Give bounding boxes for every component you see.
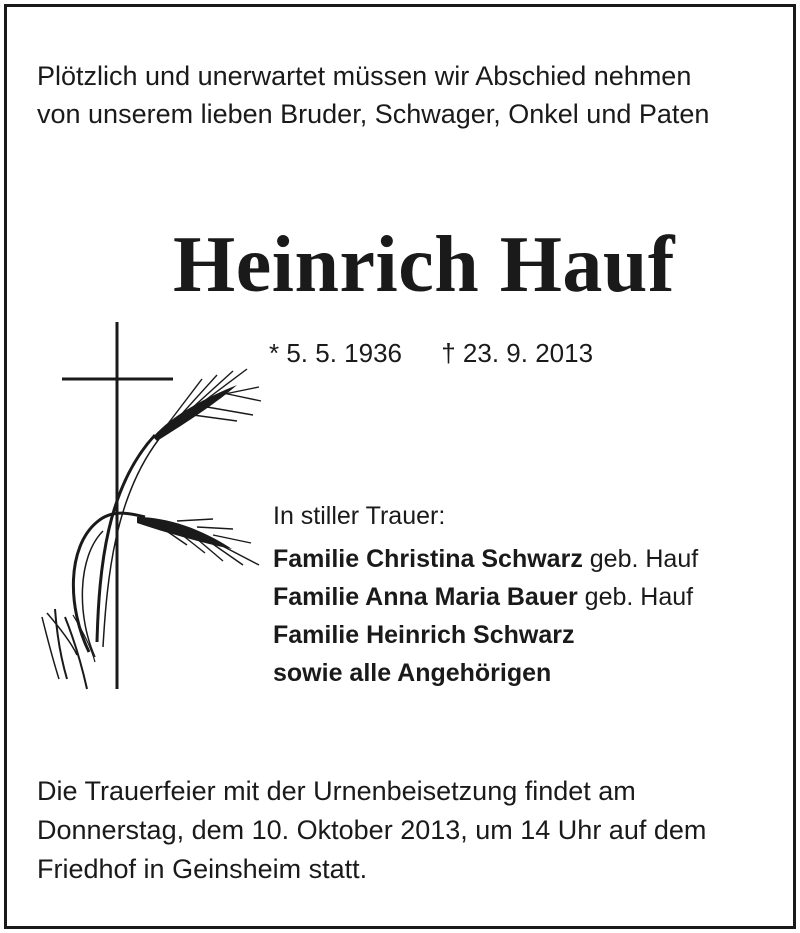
obituary-frame xyxy=(4,4,796,929)
mourning-heading: In stiller Trauer: xyxy=(273,502,446,530)
family-line xyxy=(273,616,698,654)
death-date: † 23. 9. 2013 xyxy=(441,338,594,368)
family-line xyxy=(273,578,698,616)
family-name: Familie Heinrich Schwarz xyxy=(273,621,575,649)
funeral-notice xyxy=(37,772,706,889)
funeral-line-3: Friedhof in Geinsheim statt. xyxy=(37,854,368,884)
intro-text xyxy=(37,57,709,133)
family-name: sowie alle Angehörigen xyxy=(273,659,552,687)
funeral-line-1: Die Trauerfeier mit der Urnenbeisetzung findet am xyxy=(37,776,636,806)
deceased-name: Heinrich Hauf xyxy=(173,221,676,309)
family-line xyxy=(273,540,698,578)
family-line xyxy=(273,654,698,692)
cross-with-wheat-icon xyxy=(37,317,267,697)
intro-line-2: von unserem lieben Bruder, Schwager, Onkel und Paten xyxy=(37,99,710,129)
family-suffix: geb. Hauf xyxy=(577,583,694,611)
mourning-section xyxy=(273,497,698,692)
intro-line-1: Plötzlich und unerwartet müssen wir Abschied nehmen xyxy=(37,61,692,91)
life-dates xyxy=(269,338,593,369)
family-name: Familie Christina Schwarz xyxy=(273,545,583,573)
birth-date: * 5. 5. 1936 xyxy=(269,338,402,368)
family-suffix: geb. Hauf xyxy=(582,545,699,573)
funeral-line-2: Donnerstag, dem 10. Oktober 2013, um 14 Uhr auf dem xyxy=(37,815,707,845)
family-name: Familie Anna Maria Bauer xyxy=(273,583,578,611)
